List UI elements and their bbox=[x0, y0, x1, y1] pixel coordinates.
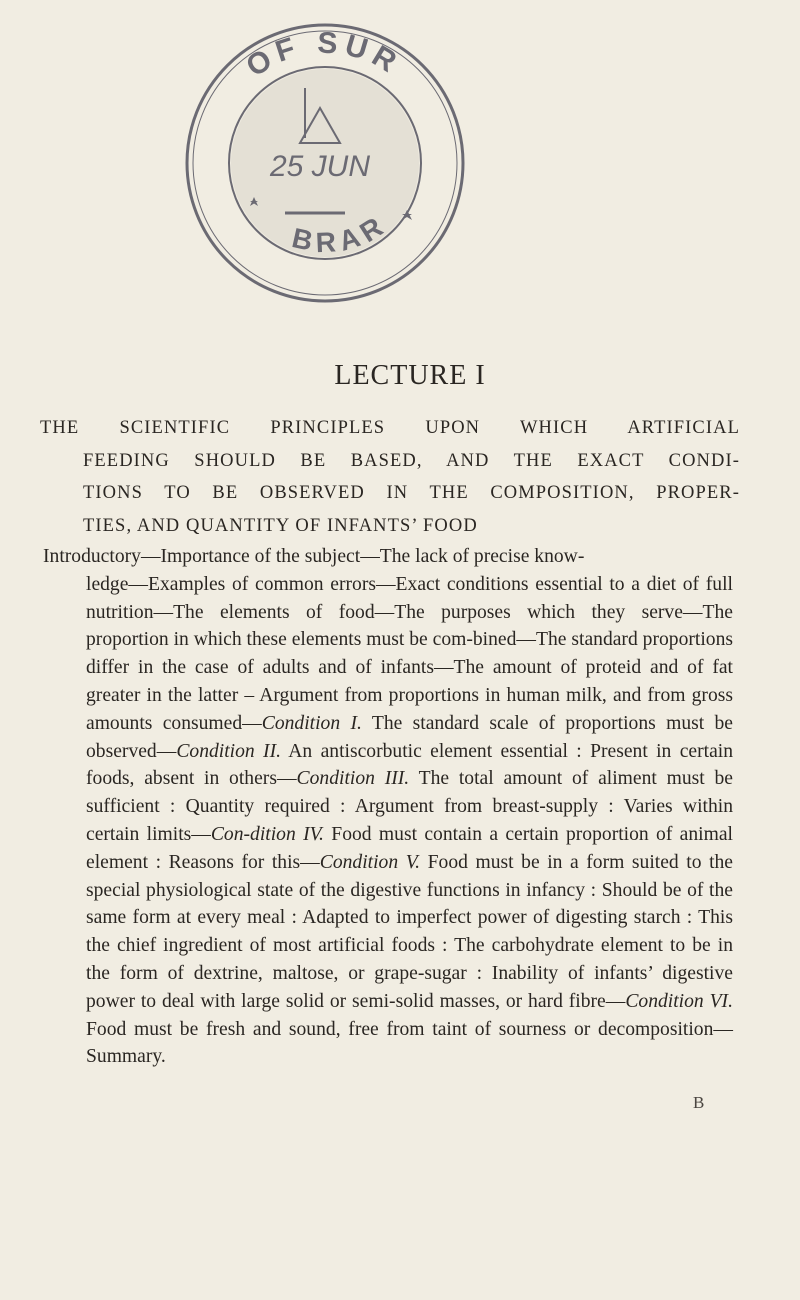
heading-line-4: TIES, AND QUANTITY OF INFANTS’ FOOD bbox=[83, 515, 478, 536]
condition-2: Condition II. bbox=[176, 740, 282, 762]
chapter-summary bbox=[43, 543, 733, 1071]
stamp-date: 25 JUN bbox=[269, 150, 371, 183]
condition-3: Condition III. bbox=[296, 768, 410, 790]
summary-first-line: Introductory—Importance of the subject—The lack of precise know- bbox=[43, 546, 585, 567]
stamp-bottom-text: BRAR bbox=[289, 207, 394, 259]
summary-paragraph: ledge—Examples of common errors—Exact conditions essential to a diet of full nutrition—The elements of food—The purposes which they serve—The proportion in which these elements must be com-bined—The standard proportions differ in the case of adults and of infants—The amount of proteid and of fat greater in the latter – Argument from proportions in human milk, and from gross amounts consumed—Condition I. The standard scale of proportions must be observed—Condition II. An antiscorbutic element essential : Present in certain foods, absent in others—Condition III. The total amount of aliment must be sufficient : Quantity required : Argument from breast-supply : Varies within certain limits—Con-dition IV. Food must contain a certain proportion of animal element : Reasons for this—Condition V. Food must be in a form suited to the special physiological state of the digestive functions in infancy : Should be of the same form at every meal : Adapted to imperfect power of digesting starch : This the chief ingredient of most artificial foods : The carbohydrate element to be in the form of dextrine, maltose, or grape-sugar : Inability of infants’ digestive power to deal with large solid or semi-solid masses, or hard fibre—Condition VI. Food must be fresh and sound, free from taint of sourness or decomposition—Summary. bbox=[86, 573, 734, 1068]
condition-6: Condition VI. bbox=[625, 990, 733, 1012]
condition-4: Con-dition IV. bbox=[210, 823, 324, 845]
stamp-top-text: OF SUR bbox=[240, 26, 408, 84]
library-stamp bbox=[170, 8, 480, 318]
chapter-heading bbox=[40, 412, 740, 542]
condition-5: Condition V. bbox=[319, 851, 421, 873]
heading-line-3: TIONS TO BE OBSERVED IN THE COMPOSITION, PROPER- bbox=[83, 483, 740, 503]
heading-line-1: THE SCIENTIFIC PRINCIPLES UPON WHICH ARTIFICIAL bbox=[40, 418, 740, 438]
heading-line-2: FEEDING SHOULD BE BASED, AND THE EXACT CONDI- bbox=[83, 450, 740, 471]
signature-mark: B bbox=[693, 1093, 705, 1112]
condition-1: Condition I. bbox=[261, 712, 362, 734]
lecture-title: LECTURE I bbox=[334, 360, 486, 391]
